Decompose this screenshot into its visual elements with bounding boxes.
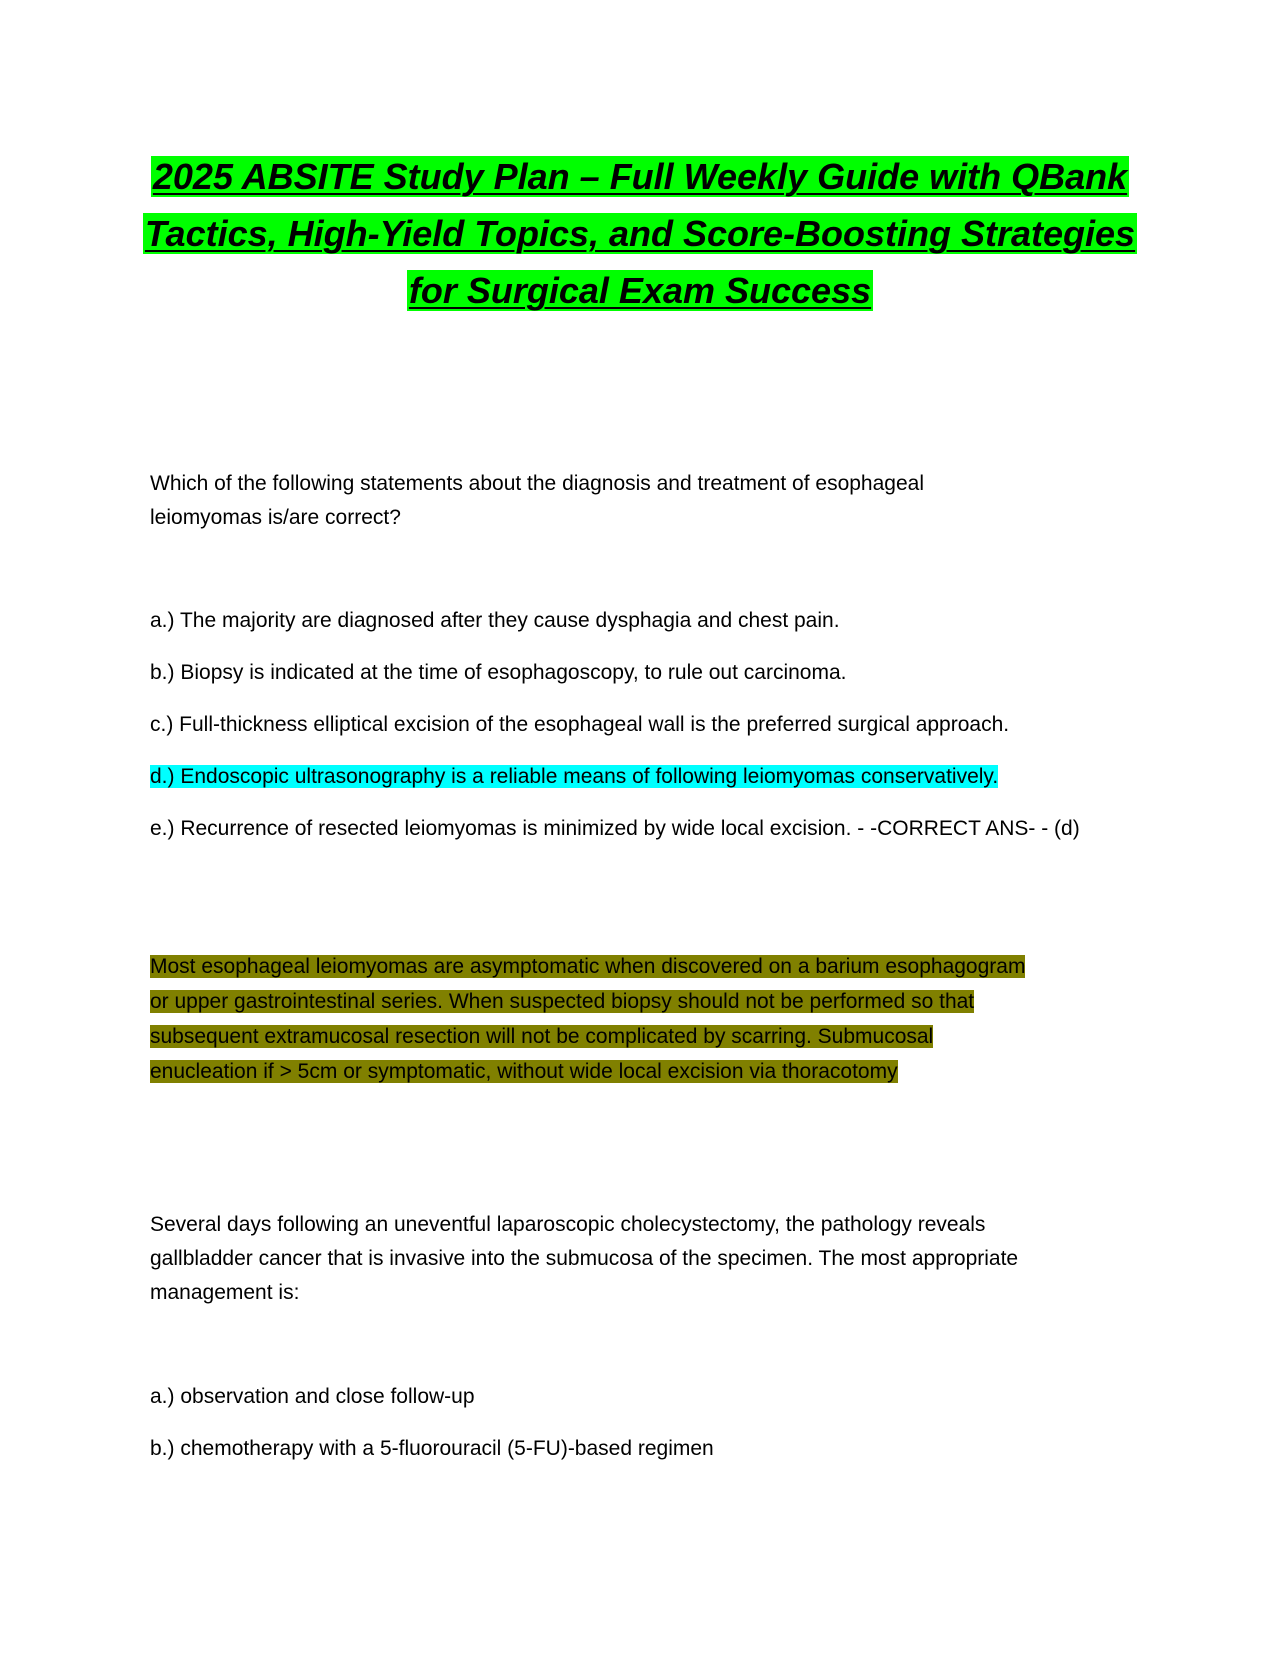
question2-option-b: b.) chemotherapy with a 5-fluorouracil (5-FU)-based regimen xyxy=(150,1437,714,1460)
question1-option-a: a.) The majority are diagnosed after they cause dysphagia and chest pain. xyxy=(150,609,840,632)
question2-option-a: a.) observation and close follow-up xyxy=(150,1385,475,1408)
question1-option-b: b.) Biopsy is indicated at the time of esophagoscopy, to rule out carcinoma. xyxy=(150,661,847,684)
question1-stem: Which of the following statements about the diagnosis and treatment of esophageal leiomyomas is/are correct? xyxy=(150,472,924,529)
question1-explanation: Most esophageal leiomyomas are asymptomatic when discovered on a barium esophagogram or upper gastrointestinal series. When suspected biopsy should not be performed so that subsequent extramucosal resection will not be complicated by scarring. Submucosal enucleation if > 5cm or symptomatic, without wide local excision via thoracotomy xyxy=(150,955,1026,1083)
question1-option-c: c.) Full-thickness elliptical excision of the esophageal wall is the preferred surgical approach. xyxy=(150,713,1010,736)
title-line-2: Tactics, High-Yield Topics, and Score-Boosting Strategies xyxy=(144,213,1136,254)
question1-option-d xyxy=(150,760,1163,794)
title-line-1: 2025 ABSITE Study Plan – Full Weekly Guide with QBank xyxy=(152,156,1128,197)
question2-stem: Several days following an uneventful laparoscopic cholecystectomy, the pathology reveals gallbladder cancer that is invasive into the submucosa of the specimen. The most appropriate management is: xyxy=(150,1213,1019,1304)
title-line-3: for Surgical Exam Success xyxy=(408,270,872,311)
question1-option-e: e.) Recurrence of resected leiomyomas is minimized by wide local excision. - -CORRECT ANS- - (d) xyxy=(150,817,1080,840)
document-title xyxy=(140,148,1140,319)
correct-answer-highlight: d.) Endoscopic ultrasonography is a reliable means of following leiomyomas conservatively. xyxy=(150,765,999,788)
